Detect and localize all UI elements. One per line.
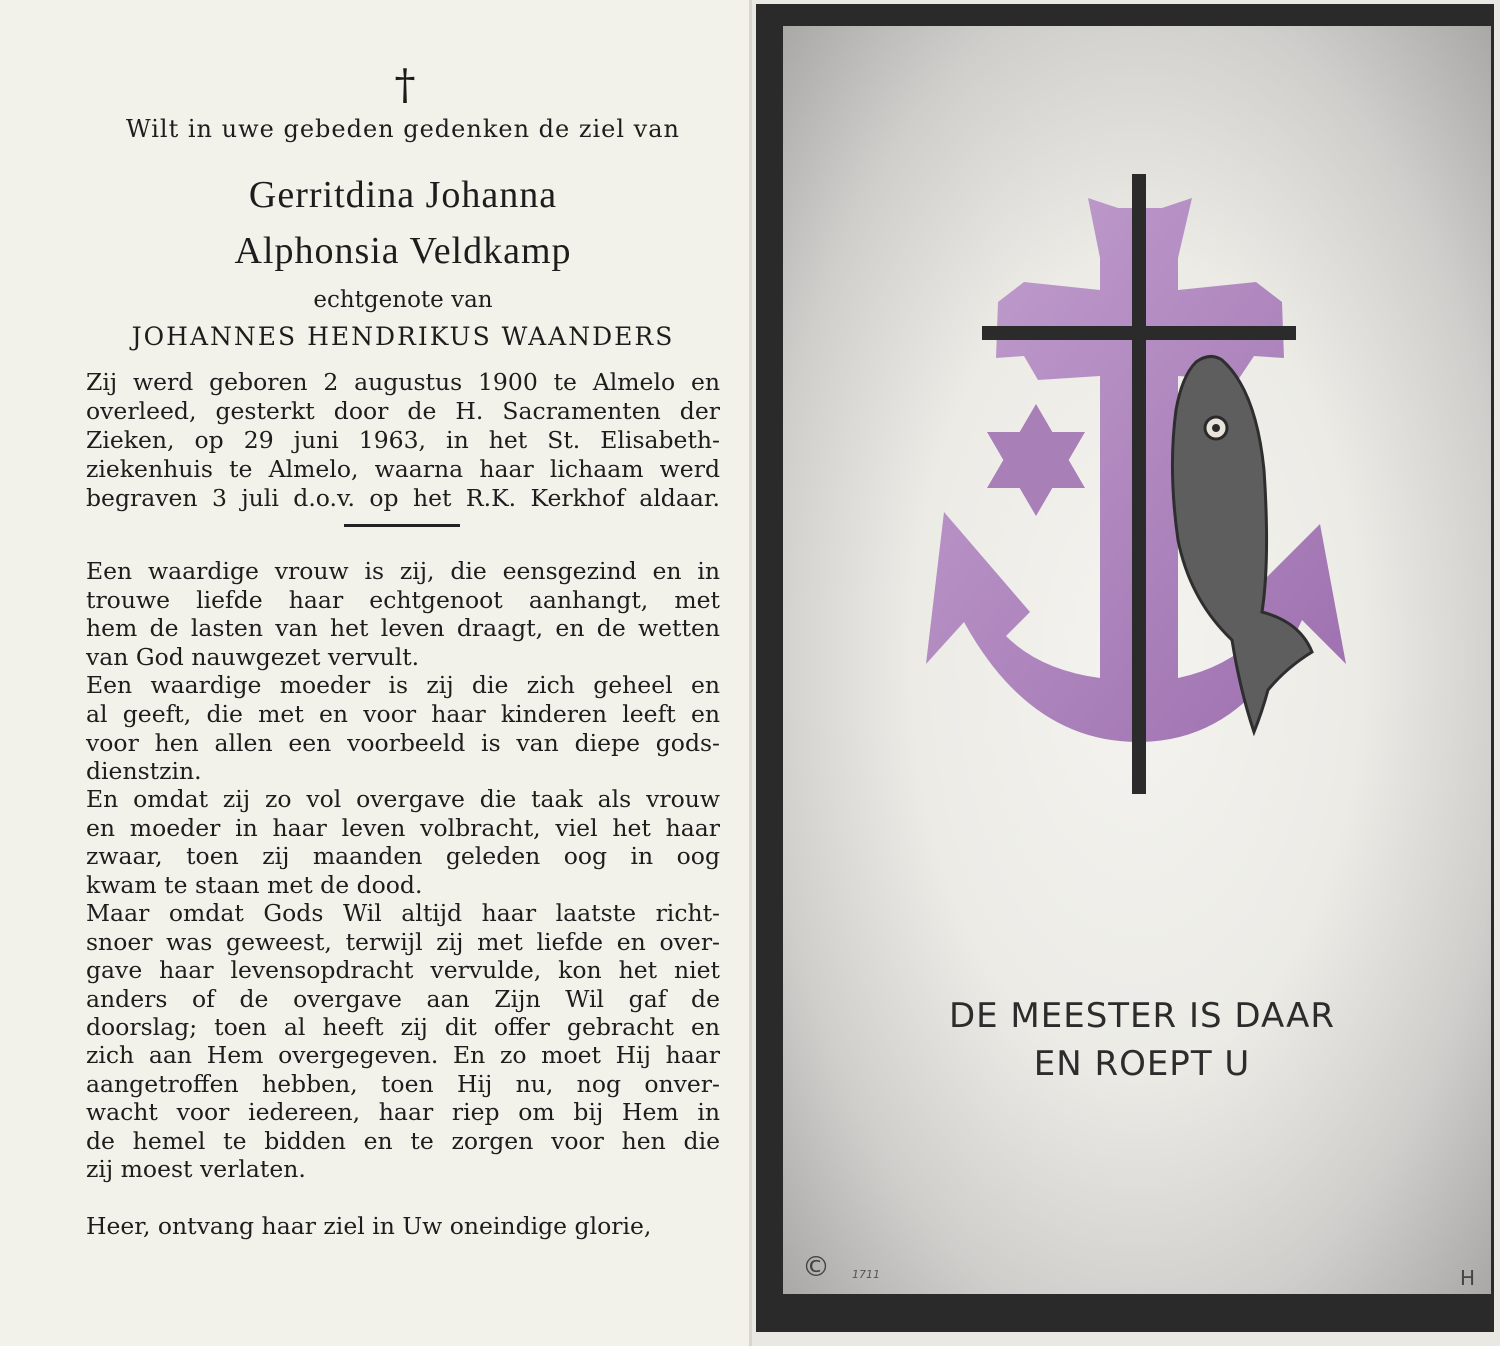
text-line: de hemel te bidden en te zorgen voor hen die: [86, 1127, 720, 1155]
spouse-label: echtgenote van: [313, 287, 493, 313]
text-line: zwaar, toen zij maanden geleden oog in oog: [86, 842, 720, 870]
deceased-name-line2: Alphonsia Veldkamp: [234, 230, 572, 272]
text-line: hem de lasten van het leven draagt, en de wetten: [86, 614, 720, 642]
quote-line2: EN ROEPT U: [1033, 1044, 1251, 1084]
text-line: Een waardige moeder is zij die zich geheel en: [86, 671, 720, 699]
text-line: En omdat zij zo vol overgave die taak als vrouw: [86, 785, 720, 813]
quote-line1: DE MEESTER IS DAAR: [948, 996, 1336, 1036]
cross-vertical: [1132, 174, 1146, 794]
cross-horizontal: [982, 326, 1296, 340]
text-line: aangetroffen hebben, toen Hij nu, nog onver-: [86, 1070, 720, 1098]
text-line: zij moest verlaten.: [86, 1155, 306, 1183]
imprint-number: 1711: [852, 1268, 880, 1281]
artist-monogram: H: [1460, 1266, 1476, 1290]
publisher-logo: ©: [802, 1250, 830, 1283]
intro-text: Wilt in uwe gebeden gedenken de ziel van: [125, 115, 681, 143]
text-line: doorslag; toen al heeft zij dit offer gebracht en: [86, 1013, 720, 1041]
fish-pupil: [1212, 424, 1220, 432]
text-line: al geeft, die met en voor haar kinderen leeft en: [86, 700, 720, 728]
text-line: kwam te staan met de dood.: [86, 871, 423, 899]
spouse-name: JOHANNES HENDRIKUS WAANDERS: [131, 322, 675, 351]
text-line: wacht voor iedereen, haar riep om bij Hem in: [86, 1098, 720, 1126]
text-line: snoer was geweest, terwijl zij met liefde en over-: [86, 928, 720, 956]
bio-line: begraven 3 juli d.o.v. op het R.K. Kerkhof aldaar.: [86, 484, 720, 512]
text-line: anders of de overgave aan Zijn Wil gaf de: [86, 985, 720, 1013]
deceased-name-line1: Gerritdina Johanna: [248, 174, 558, 216]
bio-line: Zij werd geboren 2 augustus 1900 te Almelo en: [86, 368, 720, 396]
text-line: zich aan Hem overgegeven. En zo moet Hij haar: [86, 1041, 720, 1069]
bio-line: overleed, gesterkt door de H. Sacramenten der: [86, 397, 720, 425]
text-line: trouwe liefde haar echtgenoot aanhangt, met: [86, 586, 720, 614]
bio-line: Zieken, op 29 juni 1963, in het St. Elisabeth-: [86, 426, 720, 454]
bio-line: ziekenhuis te Almelo, waarna haar lichaam werd: [86, 455, 720, 483]
text-line: van God nauwgezet vervult.: [86, 643, 420, 671]
text-line: voor hen allen een voorbeeld is van diepe gods-: [86, 729, 720, 757]
closing-prayer: Heer, ontvang haar ziel in Uw oneindige glorie,: [86, 1212, 652, 1240]
text-line: en moeder in haar leven volbracht, viel het haar: [86, 814, 720, 842]
text-line: Maar omdat Gods Wil altijd haar laatste richt-: [86, 899, 720, 927]
cross-icon: †: [394, 60, 416, 109]
text-line: gave haar levensopdracht vervulde, kon het niet: [86, 956, 720, 984]
text-line: dienstzin.: [86, 757, 202, 785]
text-line: Een waardige vrouw is zij, die eensgezind en in: [86, 557, 720, 585]
